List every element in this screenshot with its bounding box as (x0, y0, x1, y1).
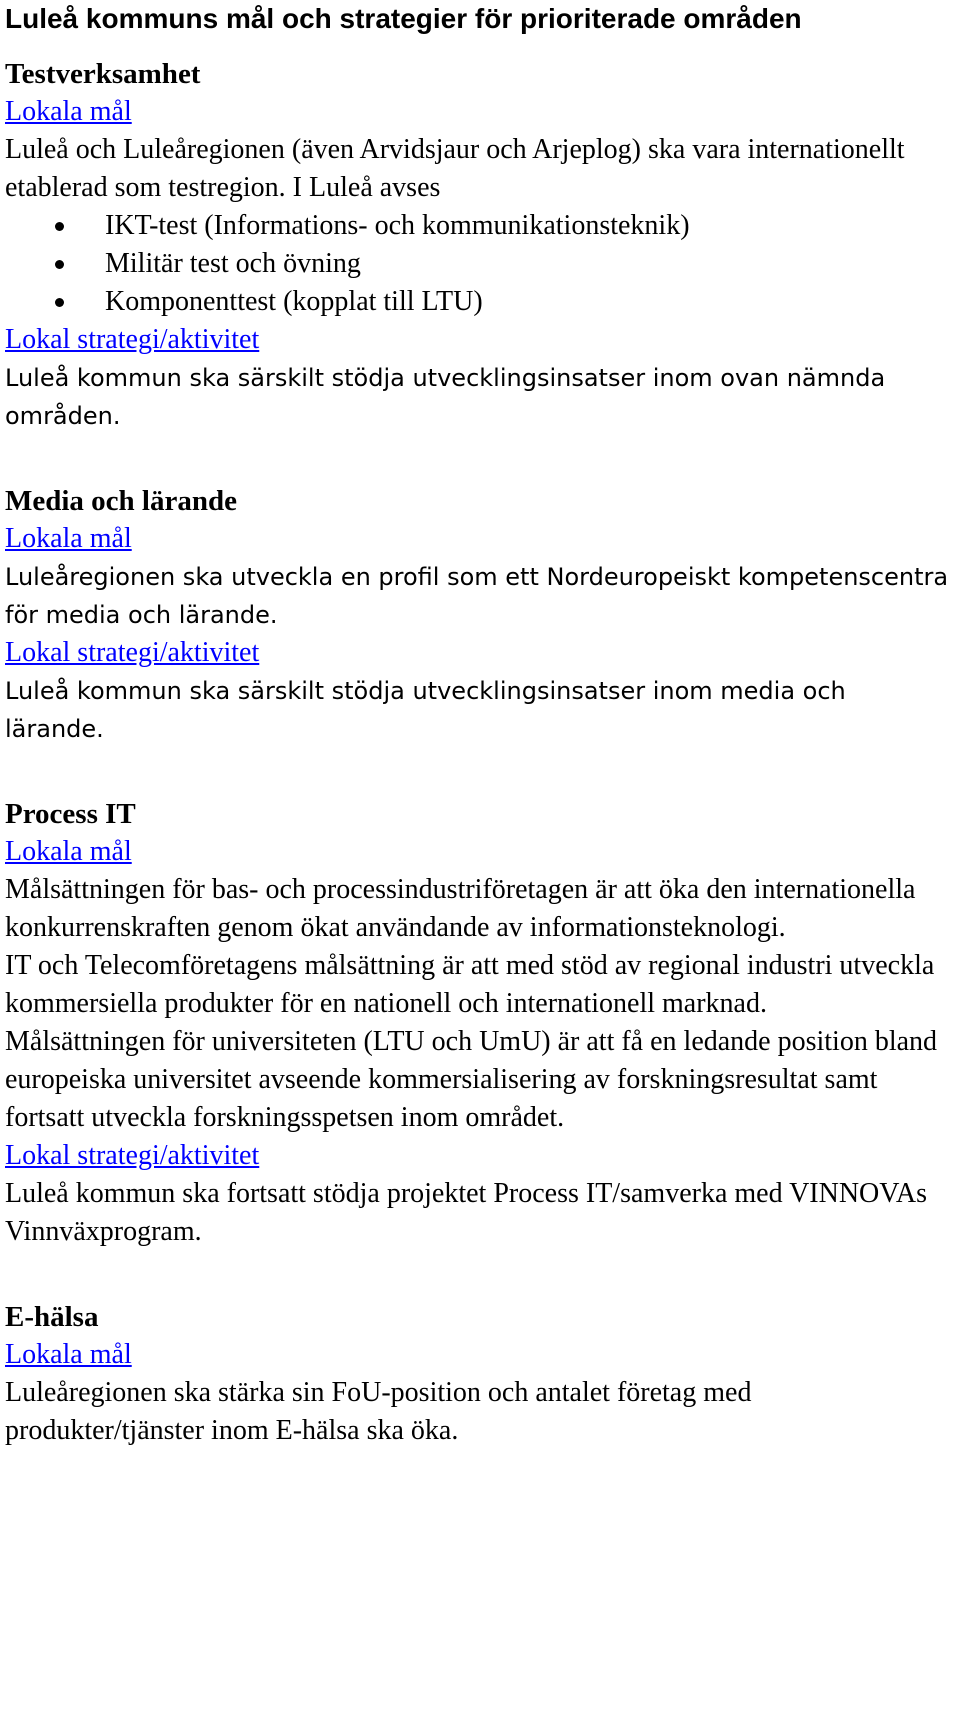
section-testverksamhet (5, 56, 950, 435)
section-heading: Media och lärande (5, 485, 237, 517)
bullet-item: Komponenttest (kopplat till LTU) (5, 283, 950, 321)
strategy-label: Lokal strategi/aktivitet (5, 1140, 260, 1171)
strategy-label: Lokal strategi/aktivitet (5, 324, 260, 355)
strategy-text: Luleå kommun ska särskilt stödja utvecklingsinsatser inom ovan nämnda områden. (5, 364, 886, 430)
goal-label: Lokala mål (5, 1339, 132, 1370)
goal-paragraph: Målsättningen för bas- och processindustriföretagen är att öka den internationella konkurrenskraften genom ökat användande av informationsteknologi. (5, 874, 916, 943)
document-page (5, 0, 950, 1450)
strategy-text: Luleå kommun ska särskilt stödja utvecklingsinsatser inom media och lärande. (5, 677, 846, 743)
section-e-halsa (5, 1299, 950, 1450)
strategy-label: Lokal strategi/aktivitet (5, 637, 260, 668)
goal-text: Luleåregionen ska stärka sin FoU-position och antalet företag med produkter/tjänster inom E-hälsa ska öka. (5, 1377, 752, 1446)
spacer (5, 748, 950, 796)
bullet-item: Militär test och övning (5, 245, 950, 283)
goal-text: Luleå och Luleåregionen (även Arvidsjaur och Arjeplog) ska vara internationellt etablerad som testregion. I Luleå avses (5, 134, 905, 203)
spacer (5, 1251, 950, 1299)
goal-paragraph: IT och Telecomföretagens målsättning är att med stöd av regional industri utveckla kommersiella produkter för en nationell och internationell marknad. (5, 950, 935, 1019)
section-process-it (5, 796, 950, 1251)
goal-label: Lokala mål (5, 836, 132, 867)
spacer (5, 38, 950, 56)
bullet-list (5, 207, 950, 321)
goal-text: Luleåregionen ska utveckla en profil som ett Nordeuropeiskt kompetenscentra för media och lärande. (5, 563, 949, 629)
spacer (5, 435, 950, 483)
page-title: Luleå kommuns mål och strategier för prioriterade områden (5, 3, 802, 34)
section-heading: Process IT (5, 798, 136, 830)
goal-label: Lokala mål (5, 523, 132, 554)
section-media-och-larande (5, 483, 950, 748)
bullet-item: IKT-test (Informations- och kommunikationsteknik) (5, 207, 950, 245)
goal-paragraph: Målsättningen för universiteten (LTU och UmU) är att få en ledande position bland europeiska universitet avseende kommersialisering av forskningsresultat samt fortsatt utveckla forskningsspetsen inom området. (5, 1026, 938, 1133)
strategy-text: Luleå kommun ska fortsatt stödja projektet Process IT/samverka med VINNOVAs Vinnväxprogram. (5, 1178, 928, 1247)
section-heading: E-hälsa (5, 1301, 99, 1333)
goal-label: Lokala mål (5, 96, 132, 127)
section-heading: Testverksamhet (5, 58, 201, 90)
